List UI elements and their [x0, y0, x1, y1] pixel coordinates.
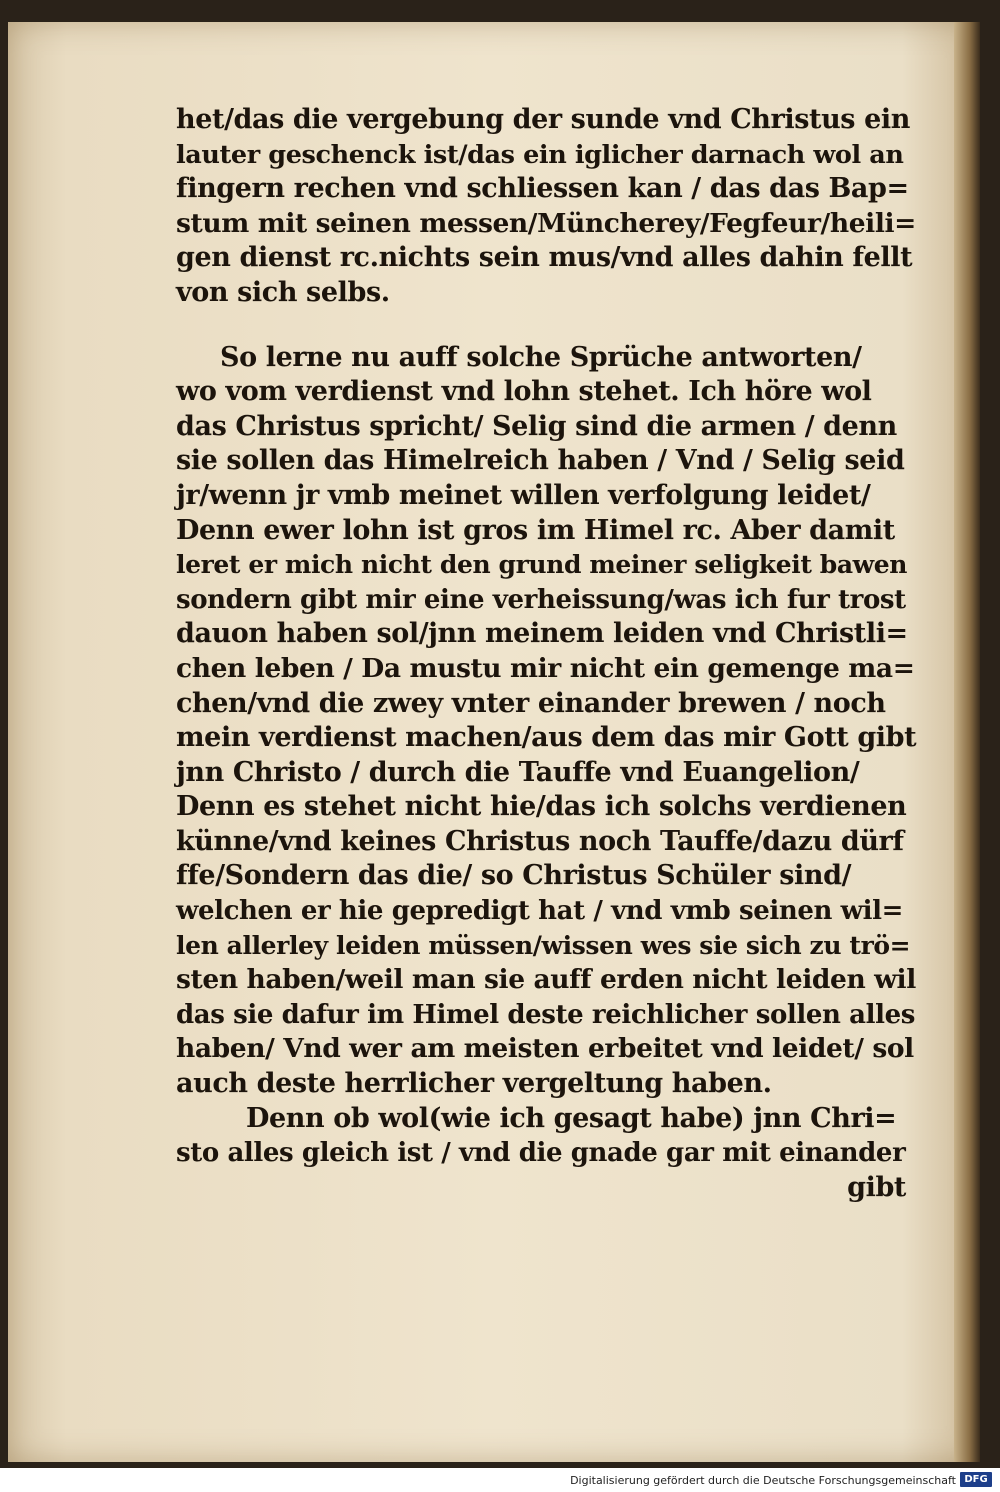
text-line: lauter geschenck ist/das ein iglicher darnach wol an — [176, 139, 904, 170]
text-line: haben/ Vnd wer am meisten erbeitet vnd leidet/ sol — [176, 1033, 914, 1065]
text-line: len allerley leiden müssen/wissen wes sie sich zu trö= — [176, 930, 911, 960]
funding-notice: Digitalisierung gefördert durch die Deutsche Forschungsgemeinschaft — [570, 1474, 956, 1487]
text-line: welchen er hie gepredigt hat / vnd vmb seinen wil= — [176, 896, 903, 927]
paragraph-1 — [176, 103, 916, 311]
text-line: auch deste herrlicher vergeltung haben. — [176, 1068, 772, 1100]
text-line: wo vom verdienst vnd lohn stehet. Ich höre wol — [176, 376, 872, 408]
text-line: künne/vnd keines Christus noch Tauffe/dazu dürf — [176, 825, 904, 857]
text-line: von sich selbs. — [176, 276, 390, 308]
text-line: gen dienst rc.nichts sein mus/vnd alles dahin fellt — [176, 242, 913, 274]
dfg-logo: DFG — [960, 1472, 992, 1487]
text-line: chen/vnd die zwey vnter einander brewen / noch — [176, 687, 886, 719]
text-line: sondern gibt mir eine verheissung/was ich fur trost — [176, 584, 906, 615]
text-line: fingern rechen vnd schliessen kan / das das Bap= — [176, 173, 909, 205]
text-line: sto alles gleich ist / vnd die gnade gar mit einander — [176, 1138, 906, 1169]
text-line: mein verdienst machen/aus dem das mir Gott gibt — [176, 722, 917, 754]
text-line: Denn es stehet nicht hie/das ich solchs verdienen — [176, 791, 907, 823]
catchword: gibt — [847, 1171, 906, 1203]
text-line: Denn ob wol(wie ich gesagt habe) jnn Chri= — [246, 1102, 897, 1134]
text-line: sie sollen das Himelreich haben / Vnd / Selig seid — [176, 445, 905, 477]
text-line: jr/wenn jr vmb meinet willen verfolgung leidet/ — [176, 479, 871, 511]
text-line: ffe/Sondern das die/ so Christus Schüler sind/ — [176, 860, 852, 892]
text-line: het/das die vergebung der sunde vnd Christus ein — [176, 104, 910, 135]
text-line: chen leben / Da mustu mir nicht ein gemenge ma= — [176, 652, 915, 684]
text-line: das Christus spricht/ Selig sind die armen / denn — [176, 410, 897, 442]
text-line: dauon haben sol/jnn meinem leiden vnd Christli= — [176, 618, 908, 650]
text-line: jnn Christo / durch die Tauffe vnd Euangelion/ — [176, 756, 860, 788]
text-line: Denn ewer lohn ist gros im Himel rc. Aber damit — [176, 514, 895, 546]
text-line: leret er mich nicht den grund meiner seligkeit bawen — [176, 550, 908, 580]
page-edge — [954, 22, 980, 1462]
text-line: sten haben/weil man sie auff erden nicht leiden wil — [176, 964, 916, 996]
page-text — [176, 103, 916, 1205]
text-line: stum mit seinen messen/Müncherey/Fegfeur/heili= — [176, 207, 916, 239]
text-line: So lerne nu auff solche Sprüche antworten/ — [220, 341, 862, 373]
text-line: das sie dafur im Himel deste reichlicher sollen alles — [176, 999, 915, 1030]
paragraph-gap — [176, 311, 916, 341]
footer-bar — [0, 1468, 1000, 1492]
paragraph-2 — [176, 341, 916, 1102]
paragraph-3 — [176, 1102, 916, 1171]
